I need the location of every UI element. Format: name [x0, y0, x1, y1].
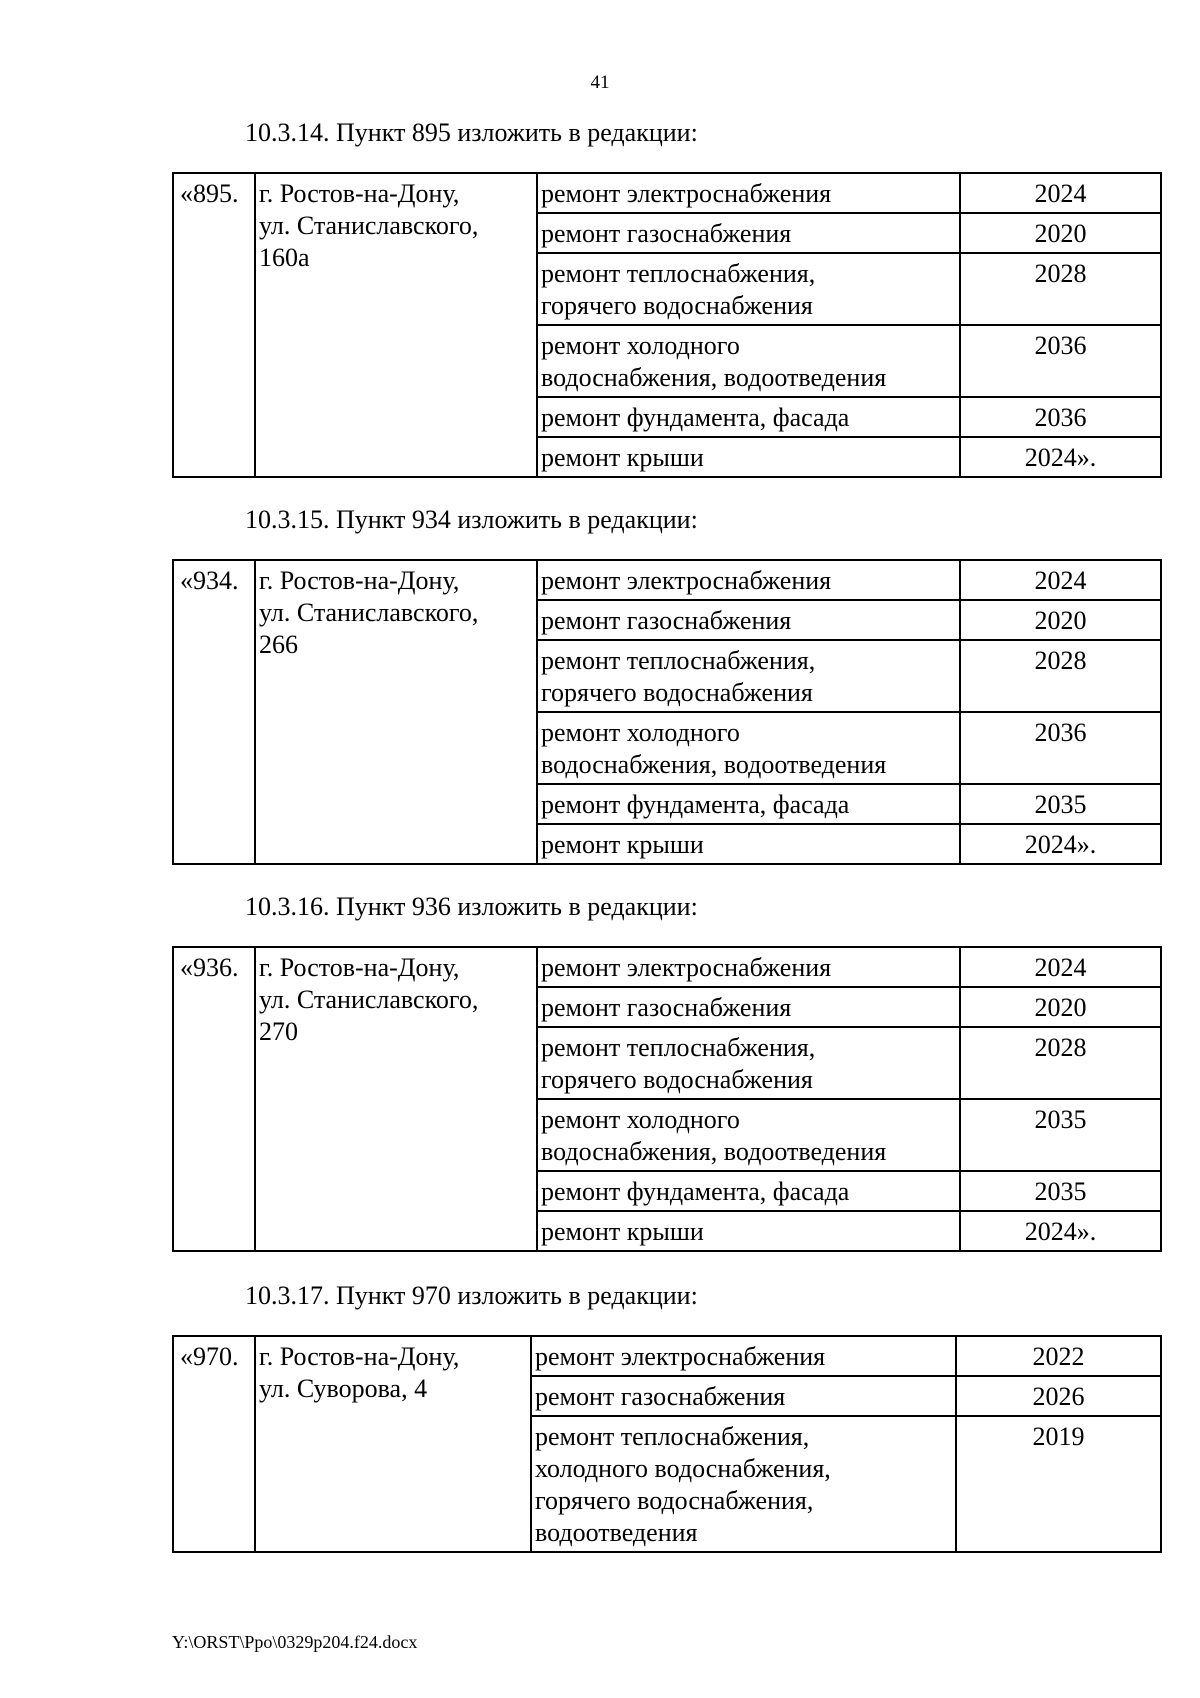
year-cell: 2019 — [956, 1416, 1161, 1552]
year-cell: 2024». — [960, 437, 1161, 477]
work-type-line: ремонт газоснабжения — [541, 219, 792, 248]
work-type-line: ремонт газоснабжения — [541, 606, 792, 635]
address-line: 160а — [259, 243, 310, 272]
work-type-line: ремонт электроснабжения — [541, 953, 832, 982]
year-cell: 2024 — [960, 560, 1161, 600]
item-number: «895. — [173, 173, 255, 477]
work-type-cell — [537, 712, 960, 784]
work-type-cell — [537, 325, 960, 397]
year-cell: 2035 — [960, 1171, 1161, 1211]
work-type-cell — [537, 213, 960, 253]
work-type-line: ремонт холодного — [541, 1105, 740, 1134]
year-cell: 2024 — [960, 947, 1161, 987]
address-line: ул. Станиславского, — [259, 985, 479, 1014]
work-type-line: ремонт холодного — [541, 331, 740, 360]
item-number: «970. — [173, 1336, 255, 1552]
address-line: г. Ростов-на-Дону, — [259, 1342, 460, 1371]
section-heading: 10.3.17. Пункт 970 изложить в редакции: — [245, 1281, 698, 1310]
section-heading: 10.3.14. Пункт 895 изложить в редакции: — [245, 118, 698, 147]
year-cell: 2020 — [960, 987, 1161, 1027]
section-heading: 10.3.16. Пункт 936 изложить в редакции: — [245, 892, 698, 921]
work-type-cell — [537, 253, 960, 325]
address-line: ул. Станиславского, — [259, 598, 479, 627]
work-type-line: ремонт фундамента, фасада — [541, 1177, 850, 1206]
amendment-table — [172, 946, 1162, 1252]
work-type-line: ремонт теплоснабжения, — [541, 1033, 816, 1062]
work-type-cell — [537, 987, 960, 1027]
year-cell: 2020 — [960, 600, 1161, 640]
amendment-table — [172, 172, 1162, 478]
work-type-cell — [531, 1376, 956, 1416]
work-type-cell — [537, 1171, 960, 1211]
work-type-line: ремонт электроснабжения — [535, 1342, 826, 1371]
item-number: «936. — [173, 947, 255, 1251]
work-type-line: горячего водоснабжения — [541, 1065, 813, 1094]
item-number: «934. — [173, 560, 255, 864]
work-type-cell — [537, 640, 960, 712]
work-type-line: ремонт газоснабжения — [535, 1382, 786, 1411]
footer-file-path: Y:\ORST\Ppo\0329p204.f24.docx — [172, 1632, 418, 1652]
work-type-line: ремонт теплоснабжения, — [541, 259, 816, 288]
work-type-cell — [537, 560, 960, 600]
address-line: ул. Станиславского, — [259, 211, 479, 240]
work-type-line: водоотведения — [535, 1518, 698, 1547]
work-type-cell — [537, 947, 960, 987]
year-cell: 2035 — [960, 1099, 1161, 1171]
table-row — [173, 560, 1161, 600]
work-type-line: ремонт крыши — [541, 1217, 704, 1246]
year-cell: 2036 — [960, 712, 1161, 784]
work-type-cell — [537, 1211, 960, 1251]
year-cell: 2036 — [960, 325, 1161, 397]
address-cell — [255, 1336, 531, 1552]
address-cell — [255, 560, 537, 864]
address-cell — [255, 173, 537, 477]
address-line: г. Ростов-на-Дону, — [259, 179, 460, 208]
work-type-line: ремонт крыши — [541, 443, 704, 472]
work-type-line: холодного водоснабжения, — [535, 1454, 831, 1483]
work-type-line: водоснабжения, водоотведения — [541, 1137, 887, 1166]
year-cell: 2035 — [960, 784, 1161, 824]
amendment-table — [172, 1335, 1162, 1553]
amendment-table — [172, 559, 1162, 865]
work-type-cell — [531, 1416, 956, 1552]
work-type-line: ремонт фундамента, фасада — [541, 403, 850, 432]
table-row — [173, 947, 1161, 987]
year-cell: 2024 — [960, 173, 1161, 213]
work-type-cell — [531, 1336, 956, 1376]
work-type-line: водоснабжения, водоотведения — [541, 363, 887, 392]
section-heading: 10.3.15. Пункт 934 изложить в редакции: — [245, 505, 698, 534]
address-line: г. Ростов-на-Дону, — [259, 953, 460, 982]
work-type-line: ремонт газоснабжения — [541, 993, 792, 1022]
work-type-line: водоснабжения, водоотведения — [541, 750, 887, 779]
year-cell: 2024». — [960, 824, 1161, 864]
address-line: ул. Суворова, 4 — [259, 1374, 428, 1403]
work-type-line: горячего водоснабжения — [541, 678, 813, 707]
work-type-line: ремонт электроснабжения — [541, 566, 832, 595]
page-number: 41 — [590, 72, 610, 93]
year-cell: 2028 — [960, 253, 1161, 325]
work-type-cell — [537, 173, 960, 213]
work-type-cell — [537, 824, 960, 864]
year-cell: 2020 — [960, 213, 1161, 253]
work-type-cell — [537, 397, 960, 437]
year-cell: 2028 — [960, 640, 1161, 712]
work-type-line: ремонт теплоснабжения, — [541, 646, 816, 675]
table-row — [173, 1336, 1161, 1376]
address-cell — [255, 947, 537, 1251]
table-row — [173, 173, 1161, 213]
work-type-cell — [537, 437, 960, 477]
address-line: 270 — [259, 1017, 298, 1046]
work-type-line: ремонт фундамента, фасада — [541, 790, 850, 819]
work-type-cell — [537, 1099, 960, 1171]
work-type-cell — [537, 784, 960, 824]
address-line: г. Ростов-на-Дону, — [259, 566, 460, 595]
year-cell: 2024». — [960, 1211, 1161, 1251]
work-type-line: ремонт теплоснабжения, — [535, 1422, 810, 1451]
work-type-line: ремонт электроснабжения — [541, 179, 832, 208]
work-type-cell — [537, 1027, 960, 1099]
year-cell: 2028 — [960, 1027, 1161, 1099]
work-type-line: ремонт холодного — [541, 718, 740, 747]
year-cell: 2036 — [960, 397, 1161, 437]
year-cell: 2026 — [956, 1376, 1161, 1416]
work-type-line: горячего водоснабжения, — [535, 1486, 814, 1515]
work-type-line: горячего водоснабжения — [541, 291, 813, 320]
work-type-line: ремонт крыши — [541, 830, 704, 859]
year-cell: 2022 — [956, 1336, 1161, 1376]
address-line: 266 — [259, 630, 298, 659]
work-type-cell — [537, 600, 960, 640]
